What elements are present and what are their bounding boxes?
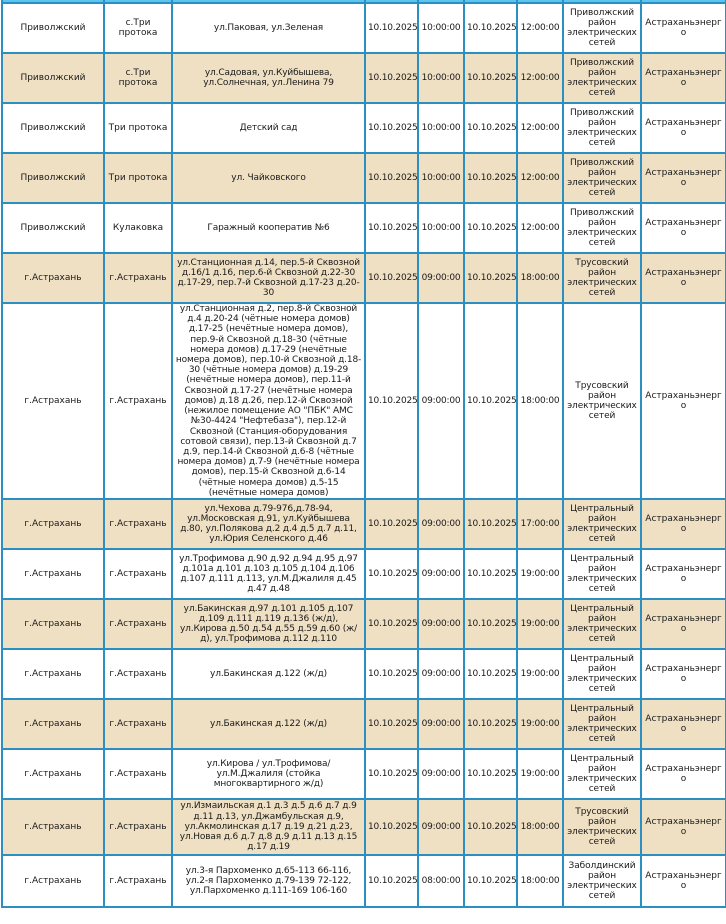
address-cell: ул.Измаильская д.1 д.3 д.5 д.6 д.7 д.9 д.11 д.13, ул.Джамбульская д.9, ул.Акмолинская д.17 д.19 д.21 д.23, ул.Новая д.6 д.7 д.8 д.9 д.11 д.13 д.15 д.17 д.19 <box>172 799 365 855</box>
locality-cell: г.Астрахань <box>104 253 172 303</box>
locality-cell: г.Астрахань <box>104 699 172 749</box>
company-cell: Астраханьэнерго <box>641 103 726 153</box>
end-time-cell: 19:00:00 <box>517 549 563 599</box>
start-date-cell: 10.10.2025 <box>365 855 418 907</box>
table-row <box>2 103 726 153</box>
company-cell: Астраханьэнерго <box>641 3 726 53</box>
table-row <box>2 53 726 103</box>
company-cell: Астраханьэнерго <box>641 855 726 907</box>
address-cell: ул. Чайковского <box>172 153 365 203</box>
start-time-cell: 09:00:00 <box>418 649 464 699</box>
district-cell: г.Астрахань <box>2 855 104 907</box>
network-district-cell: Приволжский район электрических сетей <box>563 53 641 103</box>
network-district-cell: Приволжский район электрических сетей <box>563 103 641 153</box>
start-time-cell: 09:00:00 <box>418 599 464 649</box>
address-cell: ул.Бакинская д.122 (ж/д) <box>172 699 365 749</box>
locality-cell: Три протока <box>104 103 172 153</box>
district-cell: г.Астрахань <box>2 649 104 699</box>
start-time-cell: 09:00:00 <box>418 549 464 599</box>
table-body <box>2 0 726 907</box>
company-cell: Астраханьэнерго <box>641 699 726 749</box>
company-cell: Астраханьэнерго <box>641 499 726 549</box>
table-row <box>2 599 726 649</box>
start-date-cell: 10.10.2025 <box>365 699 418 749</box>
address-cell: ул.Трофимова д.90 д.92 д.94 д.95 д.97 д.101а д.101 д.103 д.105 д.104 д.106 д.107 д.111 д.113, ул.М.Джалиля д.45 д.47 д.48 <box>172 549 365 599</box>
company-cell: Астраханьэнерго <box>641 599 726 649</box>
locality-cell: Кулаковка <box>104 203 172 253</box>
end-date-cell: 10.10.2025 <box>464 549 517 599</box>
company-cell: Астраханьэнерго <box>641 203 726 253</box>
network-district-cell: Центральный район электрических сетей <box>563 749 641 799</box>
end-time-cell: 12:00:00 <box>517 203 563 253</box>
address-cell: ул.Бакинская д.97 д.101 д.105 д.107 д.109 д.111 д.119 д.136 (ж/д), ул.Кирова д.50 д.54 д.55 д.59 д.60 (ж/д), ул.Трофимова д.112 д.110 <box>172 599 365 649</box>
end-time-cell: 12:00:00 <box>517 103 563 153</box>
address-cell: Гаражный кооператив №6 <box>172 203 365 253</box>
end-time-cell: 12:00:00 <box>517 53 563 103</box>
district-cell: г.Астрахань <box>2 699 104 749</box>
address-cell: Детский сад <box>172 103 365 153</box>
network-district-cell: Приволжский район электрических сетей <box>563 3 641 53</box>
locality-cell: г.Астрахань <box>104 599 172 649</box>
start-time-cell: 09:00:00 <box>418 499 464 549</box>
district-cell: Приволжский <box>2 103 104 153</box>
end-time-cell: 19:00:00 <box>517 749 563 799</box>
table-row <box>2 799 726 855</box>
address-cell: ул.3-я Пархоменко д.65-113 66-116, ул.2-я Пархоменко д.79-139 72-122, ул.Пархоменко д.111-169 106-160 <box>172 855 365 907</box>
start-time-cell: 09:00:00 <box>418 749 464 799</box>
start-date-cell: 10.10.2025 <box>365 499 418 549</box>
end-time-cell: 19:00:00 <box>517 599 563 649</box>
end-date-cell: 10.10.2025 <box>464 153 517 203</box>
end-time-cell: 12:00:00 <box>517 3 563 53</box>
start-date-cell: 10.10.2025 <box>365 103 418 153</box>
end-time-cell: 19:00:00 <box>517 649 563 699</box>
end-date-cell: 10.10.2025 <box>464 303 517 499</box>
address-cell: ул.Станционная д.14, пер.5-й Сквозной д.16/1 д.16, пер.6-й Сквозной д.22-30 д.17-29, пер.7-й Сквозной д.17-23 д.20-30 <box>172 253 365 303</box>
start-date-cell: 10.10.2025 <box>365 253 418 303</box>
locality-cell: г.Астрахань <box>104 799 172 855</box>
address-cell: ул.Станционная д.2, пер.8-й Сквозной д.4 д.20-24 (чётные номера домов) д.17-25 (нечётные номера домов), пер.9-й Сквозной д.18-30 (чётные номера домов) д.17-29 (нечётные номера домов), пер.10-й Сквозной д.18-30 (чётные номера домов) д.19-29 (нечётные номера домов), пер.11-й Сквозной д.17-27 (нечётные номера домов) д.18 д.26, пер.12-й Сквозной (нежилое помещение АО "ПБК" АМС №30-4424 "Нефтебаза"), пер.12-й Сквозной (Станция-оборудования сотовой связи), пер.13-й Сквозной д.7 д.9, пер.14-й Сквозной д.6-8 (чётные номера домов) д.7-9 (нечётные номера домов), пер.15-й Сквозной д.6-14 (чётные номера домов) д.5-15 (нечётные номера домов) <box>172 303 365 499</box>
locality-cell: г.Астрахань <box>104 749 172 799</box>
locality-cell: с.Три протока <box>104 53 172 103</box>
end-date-cell: 10.10.2025 <box>464 649 517 699</box>
network-district-cell: Трусовский район электрических сетей <box>563 303 641 499</box>
start-time-cell: 10:00:00 <box>418 203 464 253</box>
end-date-cell: 10.10.2025 <box>464 855 517 907</box>
start-date-cell: 10.10.2025 <box>365 599 418 649</box>
end-date-cell: 10.10.2025 <box>464 499 517 549</box>
district-cell: г.Астрахань <box>2 253 104 303</box>
address-cell: ул.Кирова / ул.Трофимова/ ул.М.Джалиля (стойка многоквартирного ж/д) <box>172 749 365 799</box>
district-cell: г.Астрахань <box>2 749 104 799</box>
start-time-cell: 09:00:00 <box>418 253 464 303</box>
locality-cell: г.Астрахань <box>104 549 172 599</box>
address-cell: ул.Паковая, ул.Зеленая <box>172 3 365 53</box>
company-cell: Астраханьэнерго <box>641 799 726 855</box>
table-row <box>2 153 726 203</box>
network-district-cell: Трусовский район электрических сетей <box>563 799 641 855</box>
district-cell: Приволжский <box>2 153 104 203</box>
start-time-cell: 10:00:00 <box>418 53 464 103</box>
end-date-cell: 10.10.2025 <box>464 203 517 253</box>
start-time-cell: 08:00:00 <box>418 855 464 907</box>
start-time-cell: 10:00:00 <box>418 3 464 53</box>
district-cell: г.Астрахань <box>2 599 104 649</box>
end-date-cell: 10.10.2025 <box>464 599 517 649</box>
district-cell: Приволжский <box>2 53 104 103</box>
company-cell: Астраханьэнерго <box>641 253 726 303</box>
start-time-cell: 10:00:00 <box>418 103 464 153</box>
table-row <box>2 749 726 799</box>
district-cell: г.Астрахань <box>2 799 104 855</box>
end-time-cell: 17:00:00 <box>517 499 563 549</box>
company-cell: Астраханьэнерго <box>641 749 726 799</box>
locality-cell: с.Три протока <box>104 3 172 53</box>
district-cell: г.Астрахань <box>2 549 104 599</box>
district-cell: Приволжский <box>2 3 104 53</box>
start-date-cell: 10.10.2025 <box>365 649 418 699</box>
district-cell: г.Астрахань <box>2 499 104 549</box>
table-row <box>2 499 726 549</box>
company-cell: Астраханьэнерго <box>641 153 726 203</box>
network-district-cell: Центральный район электрических сетей <box>563 549 641 599</box>
network-district-cell: Приволжский район электрических сетей <box>563 203 641 253</box>
network-district-cell: Центральный район электрических сетей <box>563 699 641 749</box>
locality-cell: г.Астрахань <box>104 499 172 549</box>
table-row <box>2 303 726 499</box>
start-date-cell: 10.10.2025 <box>365 749 418 799</box>
start-date-cell: 10.10.2025 <box>365 303 418 499</box>
address-cell: ул.Бакинская д.122 (ж/д) <box>172 649 365 699</box>
end-time-cell: 18:00:00 <box>517 303 563 499</box>
address-cell: ул.Чехова д.79-976,д.78-94, ул.Московская д.91, ул.Куйбышева д.80, ул.Полякова д.2 д.4 д.5 д.7 д.11, ул.Юрия Селенского д.46 <box>172 499 365 549</box>
address-cell: ул.Садовая, ул.Куйбышева, ул.Солнечная, ул.Ленина 79 <box>172 53 365 103</box>
locality-cell: г.Астрахань <box>104 855 172 907</box>
start-date-cell: 10.10.2025 <box>365 153 418 203</box>
company-cell: Астраханьэнерго <box>641 649 726 699</box>
table-row <box>2 3 726 53</box>
network-district-cell: Центральный район электрических сетей <box>563 599 641 649</box>
outage-schedule-table <box>1 0 726 908</box>
network-district-cell: Приволжский район электрических сетей <box>563 153 641 203</box>
company-cell: Астраханьэнерго <box>641 549 726 599</box>
table-row <box>2 649 726 699</box>
start-date-cell: 10.10.2025 <box>365 203 418 253</box>
locality-cell: Три протока <box>104 153 172 203</box>
start-time-cell: 10:00:00 <box>418 153 464 203</box>
end-time-cell: 18:00:00 <box>517 799 563 855</box>
start-date-cell: 10.10.2025 <box>365 53 418 103</box>
end-date-cell: 10.10.2025 <box>464 3 517 53</box>
table-row <box>2 699 726 749</box>
end-time-cell: 18:00:00 <box>517 253 563 303</box>
end-date-cell: 10.10.2025 <box>464 699 517 749</box>
start-date-cell: 10.10.2025 <box>365 3 418 53</box>
company-cell: Астраханьэнерго <box>641 303 726 499</box>
end-time-cell: 12:00:00 <box>517 153 563 203</box>
table-row <box>2 253 726 303</box>
locality-cell: г.Астрахань <box>104 649 172 699</box>
network-district-cell: Трусовский район электрических сетей <box>563 253 641 303</box>
table-row <box>2 549 726 599</box>
start-time-cell: 09:00:00 <box>418 699 464 749</box>
start-time-cell: 09:00:00 <box>418 799 464 855</box>
end-time-cell: 19:00:00 <box>517 699 563 749</box>
district-cell: г.Астрахань <box>2 303 104 499</box>
network-district-cell: Заболдинский район электрических сетей <box>563 855 641 907</box>
network-district-cell: Центральный район электрических сетей <box>563 649 641 699</box>
start-date-cell: 10.10.2025 <box>365 549 418 599</box>
end-date-cell: 10.10.2025 <box>464 749 517 799</box>
company-cell: Астраханьэнерго <box>641 53 726 103</box>
end-date-cell: 10.10.2025 <box>464 103 517 153</box>
start-date-cell: 10.10.2025 <box>365 799 418 855</box>
table-row <box>2 203 726 253</box>
end-date-cell: 10.10.2025 <box>464 53 517 103</box>
end-date-cell: 10.10.2025 <box>464 253 517 303</box>
table-row <box>2 855 726 907</box>
end-time-cell: 18:00:00 <box>517 855 563 907</box>
network-district-cell: Центральный район электрических сетей <box>563 499 641 549</box>
locality-cell: г.Астрахань <box>104 303 172 499</box>
end-date-cell: 10.10.2025 <box>464 799 517 855</box>
district-cell: Приволжский <box>2 203 104 253</box>
start-time-cell: 09:00:00 <box>418 303 464 499</box>
